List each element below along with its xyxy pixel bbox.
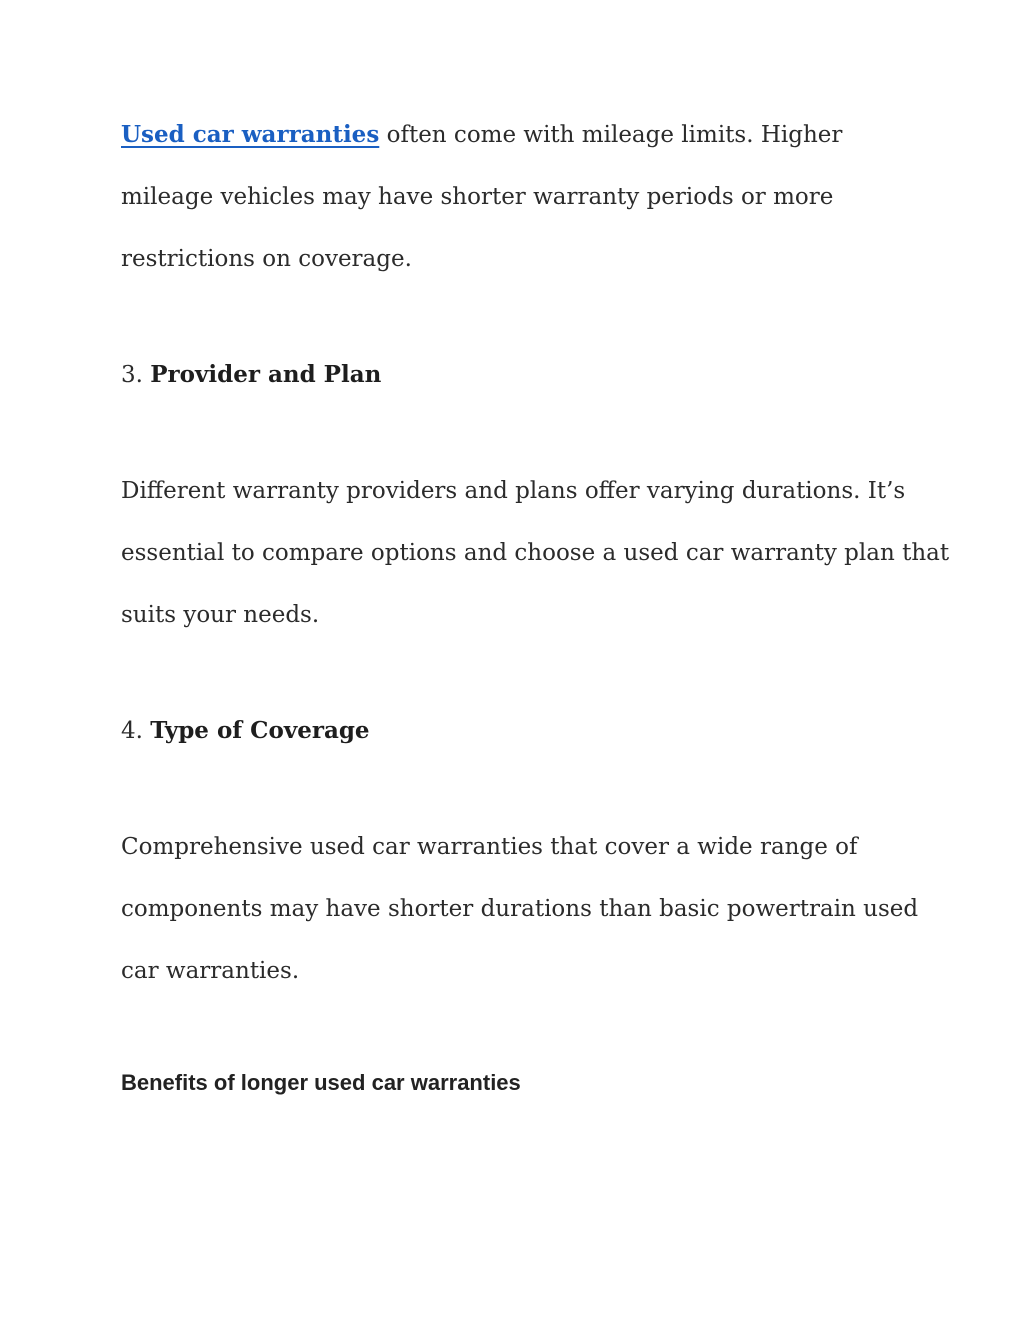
- section-4-number: 4.: [121, 718, 143, 744]
- paragraph-3-line-3: car warranties.: [121, 958, 300, 984]
- paragraph-3-line-2: components may have shorter durations than basic powertrain used: [121, 896, 919, 922]
- paragraph-1-line-2: mileage vehicles may have shorter warranty periods or more: [121, 184, 834, 210]
- paragraph-1-line-1: [121, 120, 842, 150]
- section-3-heading: [121, 360, 381, 390]
- section-4-heading: [121, 716, 370, 746]
- section-4-title: Type of Coverage: [150, 717, 370, 744]
- used-car-warranties-link[interactable]: Used car warranties: [121, 121, 380, 148]
- benefits-heading: Benefits of longer used car warranties: [121, 1070, 521, 1095]
- paragraph-1-line-3: restrictions on coverage.: [121, 246, 412, 272]
- section-3-title: Provider and Plan: [150, 361, 382, 388]
- paragraph-2-line-2: essential to compare options and choose a used car warranty plan that: [121, 540, 950, 566]
- paragraph-3-line-1: Comprehensive used car warranties that cover a wide range of: [121, 834, 858, 860]
- paragraph-1-line-1-text: often come with mileage limits. Higher: [386, 122, 843, 148]
- paragraph-2-line-3: suits your needs.: [121, 602, 320, 628]
- section-3-number: 3.: [121, 362, 143, 388]
- paragraph-2-line-1: Different warranty providers and plans offer varying durations. It’s: [121, 478, 906, 504]
